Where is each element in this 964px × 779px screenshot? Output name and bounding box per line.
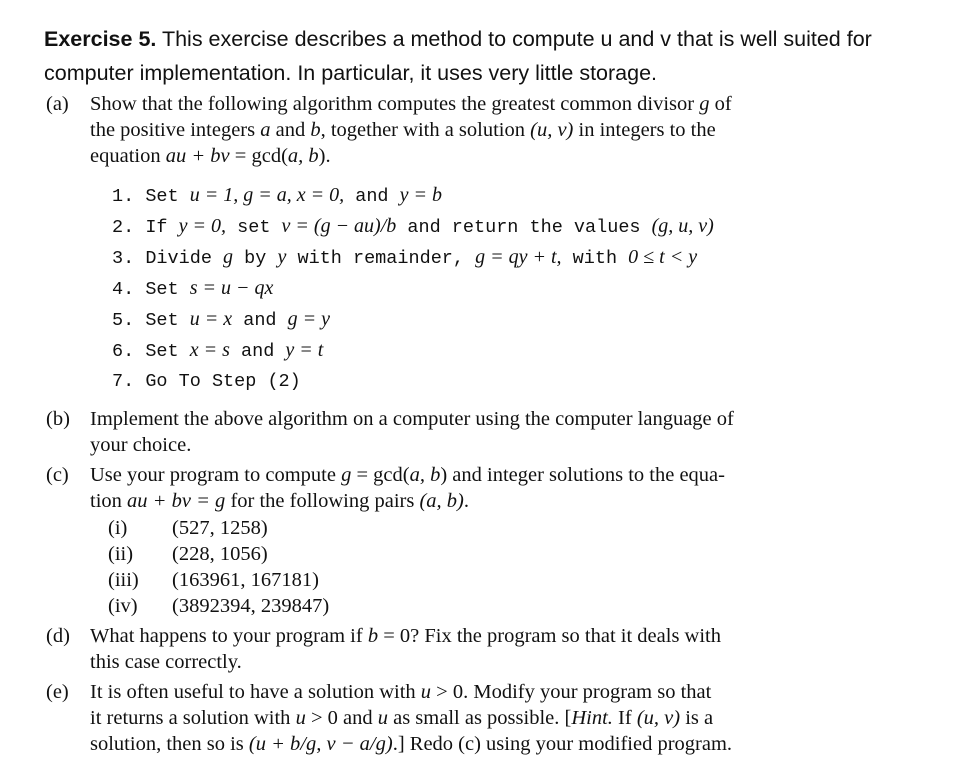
math-var: u	[295, 707, 306, 729]
pair-value: (228, 1056)	[172, 543, 268, 565]
math-expr: u = 1, g = a, x = 0,	[189, 184, 345, 206]
intro-text-1: This exercise describes a method to compute u and v that is well suited for	[156, 27, 872, 51]
pair-number: (iii)	[108, 569, 139, 591]
step-number: 1.	[112, 186, 135, 207]
part-a-text: , together with a solution	[320, 119, 531, 141]
part-e-label: (e)	[46, 681, 69, 703]
step-keyword: Go To Step (2)	[145, 371, 301, 392]
part-e-body	[90, 679, 926, 757]
step-keyword: and return the values	[396, 217, 652, 238]
math-expr: (g, u, v)	[651, 215, 714, 237]
math-expr: x = s	[189, 339, 230, 361]
part-c-text: for the following pairs	[225, 490, 420, 512]
part-e-text: it returns a solution with	[90, 707, 296, 729]
pair-item-ii	[108, 541, 508, 567]
pair-number: (ii)	[108, 543, 134, 565]
part-c	[46, 462, 926, 514]
math-expr: y = 0,	[178, 215, 227, 237]
math-var: y	[277, 246, 287, 268]
step-keyword: and	[229, 341, 286, 362]
part-c-text: .	[463, 490, 469, 512]
part-d-text: this case correctly.	[90, 651, 242, 673]
math-var: g	[699, 93, 710, 115]
math-expr: (u + b/g, v − a/g)	[248, 733, 393, 755]
part-b-body	[90, 406, 926, 458]
algorithm-step-3	[112, 242, 872, 273]
step-number: 3.	[112, 248, 135, 269]
part-a-text: in integers to the	[573, 119, 716, 141]
math-expr: (u, v)	[530, 119, 574, 141]
algorithm-step-7	[112, 366, 872, 397]
part-e-text: > 0 and	[305, 707, 378, 729]
math-expr: a, b	[287, 145, 319, 167]
math-expr: u = x	[189, 308, 233, 330]
step-keyword: Set	[145, 341, 190, 362]
math-var: u	[377, 707, 388, 729]
step-keyword: with	[572, 248, 629, 269]
part-d-label: (d)	[46, 625, 70, 647]
algorithm-step-6	[112, 335, 872, 366]
part-a-text: equation	[90, 145, 166, 167]
math-expr: g = y	[287, 308, 331, 330]
part-c-text: = gcd(	[351, 464, 410, 486]
algorithm-step-5	[112, 304, 872, 335]
math-expr: s = u − qx	[189, 277, 274, 299]
step-number: 5.	[112, 310, 135, 331]
step-keyword: If	[145, 217, 179, 238]
pair-number: (iv)	[108, 595, 138, 617]
part-c-text: ) and integer solutions to the equa-	[440, 464, 725, 486]
part-b-text: Implement the above algorithm on a computer using the computer language of	[90, 408, 734, 430]
part-a-text: of	[709, 93, 732, 115]
part-e-text: as small as possible. [	[387, 707, 572, 729]
part-c-label: (c)	[46, 464, 69, 486]
math-var: g	[341, 464, 352, 486]
step-number: 6.	[112, 341, 135, 362]
math-expr: au + bv = g	[127, 490, 226, 512]
math-expr: (a, b)	[419, 490, 464, 512]
part-e-text: .] Redo (c) using your modified program.	[392, 733, 733, 755]
step-keyword: Set	[145, 186, 190, 207]
part-a-text: the positive integers	[90, 119, 261, 141]
pair-value: (163961, 167181)	[172, 569, 319, 591]
part-e	[46, 679, 926, 757]
math-expr: au + bv	[165, 145, 230, 167]
intro-line-2: computer implementation. In particular, it uses very little storage.	[44, 61, 658, 85]
part-e-text: solution, then so is	[90, 733, 249, 755]
part-d-body	[90, 623, 926, 675]
math-var: u	[420, 681, 432, 703]
part-b	[46, 406, 926, 458]
part-e-text: is a	[680, 707, 714, 729]
pair-number: (i)	[108, 517, 128, 539]
step-keyword: set	[226, 217, 282, 238]
step-keyword: Divide	[145, 248, 224, 269]
pair-value: (3892394, 239847)	[172, 595, 330, 617]
part-a	[46, 91, 926, 169]
step-number: 2.	[112, 217, 135, 238]
intro-line-1	[44, 22, 934, 56]
step-keyword: and	[344, 186, 400, 207]
math-var: g	[223, 246, 234, 268]
math-expr: y = b	[399, 184, 443, 206]
math-expr: (u, v)	[636, 707, 681, 729]
part-e-text: > 0. Modify your program so that	[431, 681, 712, 703]
step-number: 7.	[112, 371, 135, 392]
step-keyword: by	[244, 248, 278, 269]
pair-value: (527, 1258)	[172, 517, 268, 539]
pairs-list	[108, 515, 508, 619]
part-c-text: Use your program to compute	[90, 464, 342, 486]
algorithm-step-4	[112, 273, 872, 304]
math-expr: a, b	[409, 464, 441, 486]
part-e-text: If	[612, 707, 637, 729]
part-a-text: ).	[318, 145, 331, 167]
part-a-text: = gcd(	[229, 145, 288, 167]
part-d	[46, 623, 926, 675]
math-expr: 0 ≤ t < y	[628, 246, 698, 268]
step-number: 4.	[112, 279, 135, 300]
algorithm-steps	[112, 180, 872, 397]
part-a-text: and	[270, 119, 311, 141]
part-a-text: Show that the following algorithm computes the greatest common divisor	[90, 93, 700, 115]
math-expr: g = qy + t,	[475, 246, 562, 268]
math-expr: y = t	[285, 339, 324, 361]
pair-item-i	[108, 515, 508, 541]
part-b-text: your choice.	[90, 434, 192, 456]
exercise-heading: Exercise 5.	[44, 27, 157, 51]
step-keyword: and	[232, 310, 288, 331]
part-a-label: (a)	[46, 93, 69, 115]
step-keyword: Set	[145, 279, 190, 300]
math-var: b	[310, 119, 321, 141]
part-b-label: (b)	[46, 408, 70, 430]
part-c-body	[90, 462, 926, 514]
part-c-text: tion	[90, 490, 128, 512]
pair-item-iii	[108, 567, 508, 593]
part-d-text: = 0? Fix the program so that it deals with	[378, 625, 721, 647]
algorithm-step-1	[112, 180, 872, 211]
pair-item-iv	[108, 593, 508, 619]
part-e-text: It is often useful to have a solution with	[90, 681, 421, 703]
math-var: b	[367, 625, 379, 647]
step-keyword: Set	[145, 310, 190, 331]
math-var: a	[260, 119, 271, 141]
part-d-text: What happens to your program if	[90, 625, 368, 647]
algorithm-step-2	[112, 211, 872, 242]
hint-label: Hint.	[571, 707, 613, 729]
math-expr: v = (g − au)/b	[281, 215, 397, 237]
part-a-body	[90, 91, 926, 169]
exercise-intro	[44, 22, 934, 90]
step-keyword: with remainder,	[297, 248, 476, 269]
